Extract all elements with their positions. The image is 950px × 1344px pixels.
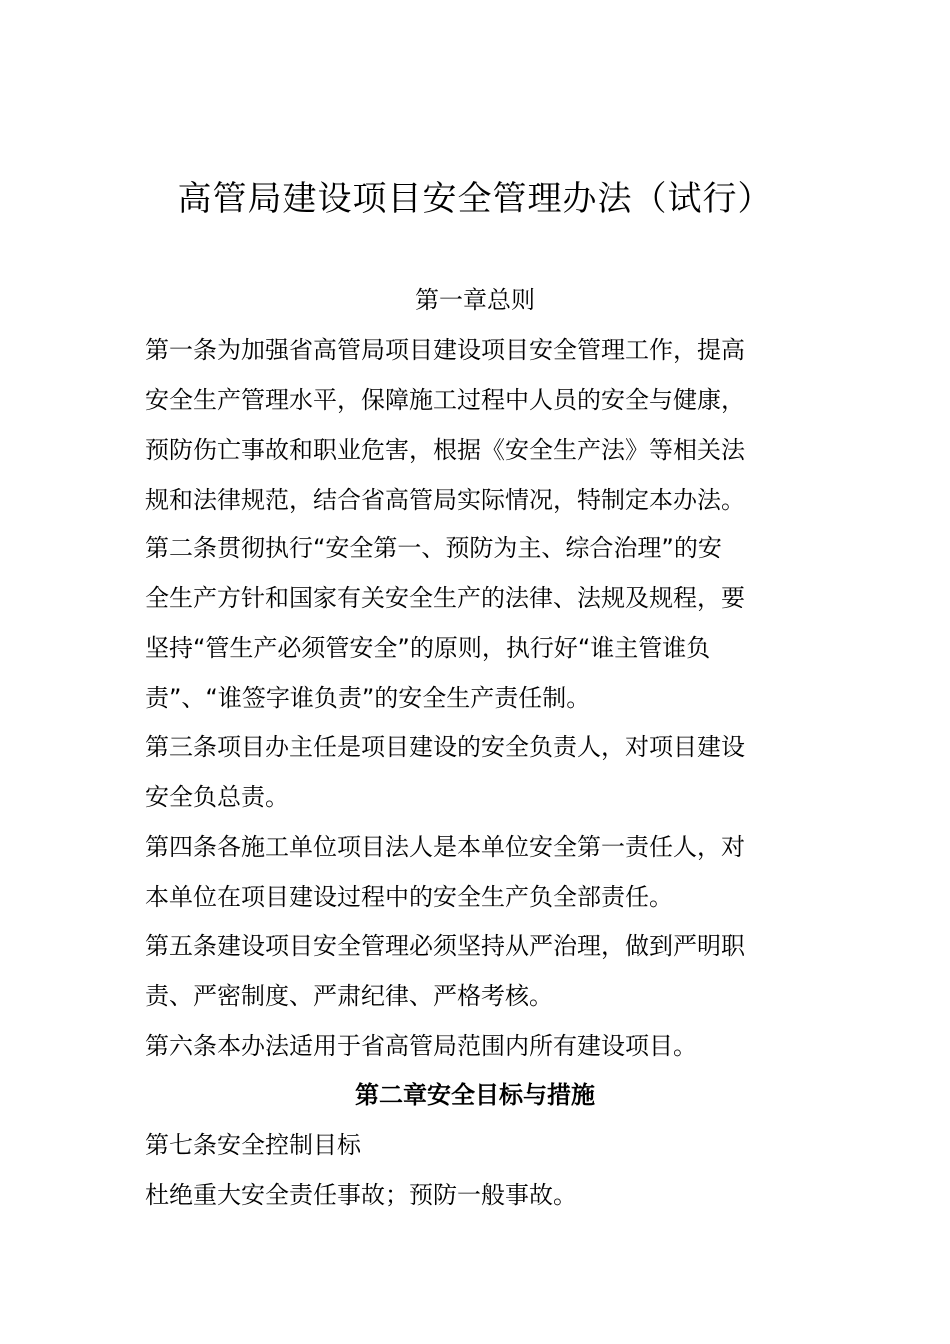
article-7-body [145, 1170, 810, 1220]
article-line: 坚持“管生产必须管安全”的原则，执行好“谁主管谁负 [145, 634, 711, 662]
article-line: 第六条本办法适用于省高管局范围内所有建设项目。 [145, 1032, 697, 1060]
article-line: 第二条贯彻执行“安全第一、预防为主、综合治理”的安 [145, 534, 722, 562]
article-line: 第七条安全控制目标 [145, 1131, 361, 1159]
article-line: 杜绝重大安全责任事故；预防一般事故。 [145, 1181, 577, 1209]
article-line: 安全负总责。 [145, 783, 289, 811]
article-line: 责”、“谁签字谁负责”的安全生产责任制。 [145, 684, 591, 712]
chapter-heading-2: 第二章安全目标与措施 [355, 1081, 595, 1109]
article-6 [145, 1021, 810, 1071]
article-line: 安全生产管理水平，保障施工过程中人员的安全与健康， [145, 386, 745, 414]
article-line: 第四条各施工单位项目法人是本单位安全第一责任人，对 [145, 833, 745, 861]
article-5 [145, 921, 810, 1021]
article-line: 规和法律规范，结合省高管局实际情况，特制定本办法。 [145, 486, 745, 514]
article-line: 全生产方针和国家有关安全生产的法律、法规及规程，要 [145, 584, 745, 612]
article-4 [145, 822, 810, 922]
article-2 [145, 523, 810, 723]
document-title: 高管局建设项目安全管理办法（试行） [177, 179, 773, 219]
article-line: 责、严密制度、严肃纪律、严格考核。 [145, 982, 553, 1010]
chapter-heading-1: 第一章总则 [415, 286, 535, 314]
article-1 [145, 325, 810, 525]
article-line: 本单位在项目建设过程中的安全生产负全部责任。 [145, 883, 673, 911]
article-line: 第一条为加强省高管局项目建设项目安全管理工作，提高 [145, 336, 745, 364]
article-line: 第五条建设项目安全管理必须坚持从严治理，做到严明职 [145, 932, 745, 960]
article-3 [145, 722, 810, 822]
article-line: 第三条项目办主任是项目建设的安全负责人，对项目建设 [145, 733, 745, 761]
article-7 [145, 1120, 810, 1170]
article-line: 预防伤亡事故和职业危害，根据《安全生产法》等相关法 [145, 436, 745, 464]
